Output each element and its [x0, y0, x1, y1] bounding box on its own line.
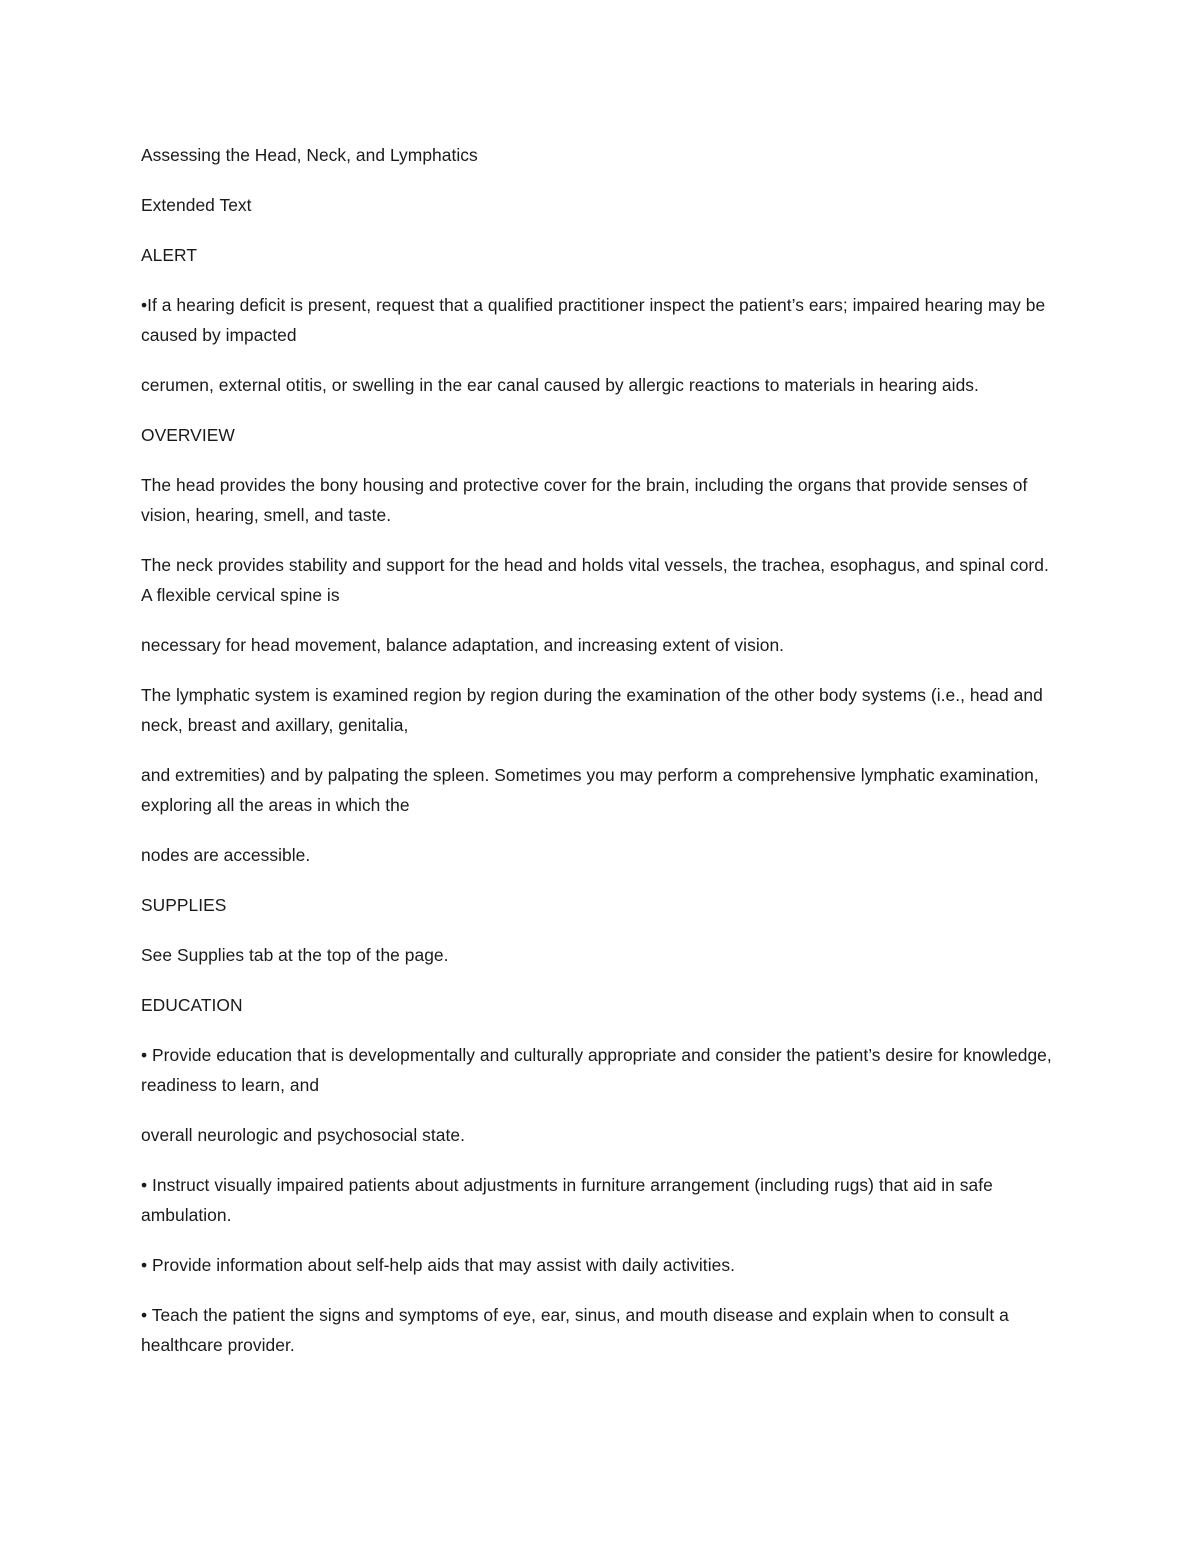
overview-paragraph-head: The head provides the bony housing and protective cover for the brain, including the organs that provide senses of vision, hearing, smell, and taste.	[141, 475, 1028, 525]
alert-paragraph: •If a hearing deficit is present, request that a qualified practitioner inspect the patient’s ears; impaired hearing may be caused by impacted	[141, 295, 1046, 345]
alert-paragraph-continued: cerumen, external otitis, or swelling in the ear canal caused by allergic reactions to materials in hearing aids.	[141, 375, 979, 395]
overview-paragraph-neck: The neck provides stability and support for the head and holds vital vessels, the trachea, esophagus, and spinal cord. A flexible cervical spine is	[141, 555, 1049, 605]
document-title: Assessing the Head, Neck, and Lymphatics	[141, 145, 478, 165]
section-heading-education: EDUCATION	[141, 995, 243, 1015]
section-heading-supplies: SUPPLIES	[141, 895, 227, 915]
section-heading-overview: OVERVIEW	[141, 425, 235, 445]
overview-paragraph-neck-continued: necessary for head movement, balance adaptation, and increasing extent of vision.	[141, 635, 785, 655]
subtitle: Extended Text	[141, 195, 252, 215]
education-item-continued: overall neurologic and psychosocial state.	[141, 1125, 466, 1145]
education-item: • Provide education that is developmentally and culturally appropriate and consider the patient’s desire for knowledge, readiness to learn, and	[141, 1045, 1052, 1095]
overview-paragraph-lymphatic: The lymphatic system is examined region by region during the examination of the other body systems (i.e., head and neck, breast and axillary, genitalia,	[141, 685, 1043, 735]
overview-paragraph-lymphatic-continued: and extremities) and by palpating the spleen. Sometimes you may perform a comprehensive lymphatic examination, exploring all the areas in which the	[141, 765, 1039, 815]
section-heading-alert: ALERT	[141, 245, 197, 265]
education-item: • Provide information about self-help aids that may assist with daily activities.	[141, 1255, 735, 1275]
supplies-paragraph: See Supplies tab at the top of the page.	[141, 945, 449, 965]
document-body	[141, 140, 1061, 1380]
education-item: • Instruct visually impaired patients about adjustments in furniture arrangement (including rugs) that aid in safe ambulation.	[141, 1175, 993, 1225]
education-item: • Teach the patient the signs and symptoms of eye, ear, sinus, and mouth disease and explain when to consult a healthcare provider.	[141, 1305, 1009, 1355]
overview-paragraph-nodes: nodes are accessible.	[141, 845, 311, 865]
